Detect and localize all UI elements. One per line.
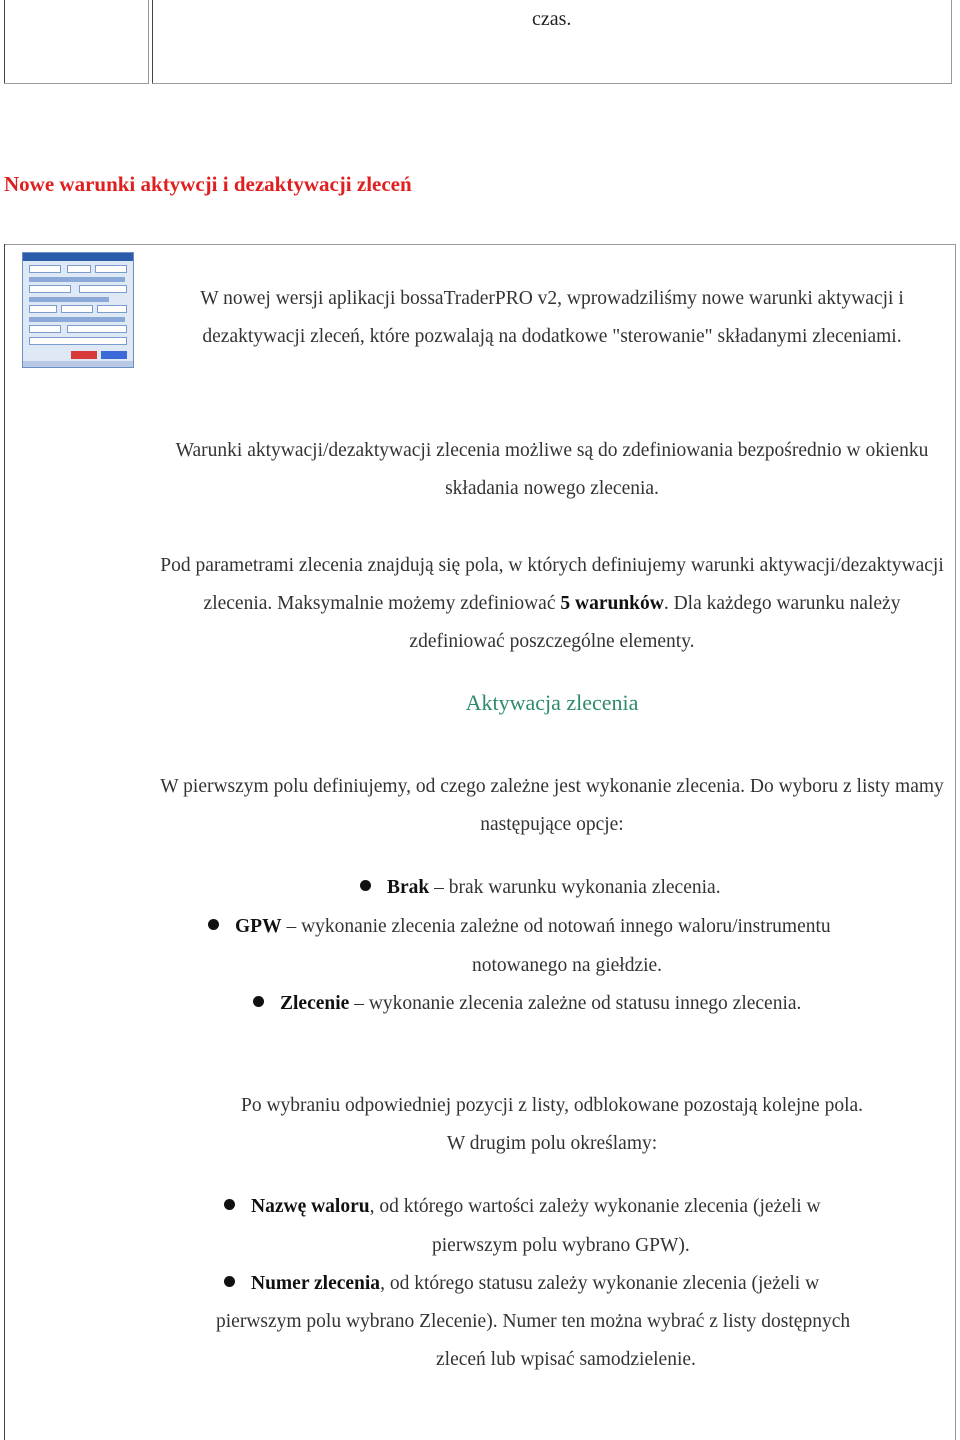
activation-paragraph-1: W pierwszym polu definiujemy, od czego zależne jest wykonanie zlecenia. Do wyboru z listy mamy następujące opcje: xyxy=(160,776,944,835)
activation-paragraph-2: Po wybraniu odpowiedniej pozycji z listy, odblokowane pozostają kolejne pola. xyxy=(240,1095,864,1116)
list-item xyxy=(360,869,721,907)
option-term: Brak xyxy=(387,877,430,898)
option-term: Zlecenie xyxy=(280,993,350,1014)
table-divider xyxy=(148,0,149,84)
thumb-field xyxy=(67,265,91,273)
top-cell-text: czas. xyxy=(532,8,572,30)
bullet-icon xyxy=(224,1276,235,1287)
bullet-icon xyxy=(208,919,219,930)
frame-right-border xyxy=(955,244,956,1440)
list-item xyxy=(224,1265,819,1303)
intro-p3-bold: 5 warunków xyxy=(560,593,664,614)
option-desc: – wykonanie zlecenia zależne od statusu innego zlecenia. xyxy=(349,993,802,1014)
intro-paragraph-2: Warunki aktywacji/dezaktywacji zlecenia możliwe są do zdefiniowania bezpośrednio w okienku składania nowego zlecenia. xyxy=(175,440,929,499)
thumb-row xyxy=(29,277,125,282)
thumb-field xyxy=(95,265,127,273)
thumb-buy-button xyxy=(101,351,127,359)
thumb-sell-button xyxy=(71,351,97,359)
field-desc-continued: zleceń lub wpisać samodzielenie. xyxy=(436,1349,696,1370)
bullet-icon xyxy=(224,1199,235,1210)
field-desc: , od którego wartości zależy wykonanie zlecenia (jeżeli w xyxy=(369,1196,821,1217)
bullet-icon xyxy=(253,996,264,1007)
section-title: Nowe warunki aktywcji i dezaktywacji zleceń xyxy=(4,172,412,196)
table-bottom-right xyxy=(152,83,952,84)
list-item xyxy=(208,908,831,946)
frame-top-border xyxy=(4,244,956,245)
field-desc-continued: pierwszym polu wybrano Zlecenie). Numer ten można wybrać z listy dostępnych xyxy=(216,1311,851,1332)
field-desc-continued: pierwszym polu wybrano GPW). xyxy=(432,1235,690,1256)
field-desc: , od którego statusu zależy wykonanie zlecenia (jeżeli w xyxy=(380,1273,820,1294)
activation-heading: Aktywacja zlecenia xyxy=(465,690,639,715)
list-item xyxy=(224,1188,821,1226)
activation-paragraph-3: W drugim polu określamy: xyxy=(446,1133,658,1154)
intro-paragraph-1: W nowej wersji aplikacji bossaTraderPRO v2, wprowadziliśmy nowe warunki aktywacji i dezaktywacji zleceń, które pozwalają na dodatkowe "sterowanie" składanymi zleceniami. xyxy=(200,288,904,347)
intro-p3-text-end: . Dla każdego warunku należy zdefiniować poszczególne elementy. xyxy=(409,593,901,652)
top-table xyxy=(4,0,956,84)
thumb-field xyxy=(29,325,61,333)
table-divider-dark xyxy=(152,0,153,84)
option-desc: – wykonanie zlecenia zależne od notowań innego waloru/instrumentu xyxy=(281,916,831,937)
table-bottom-left xyxy=(4,83,148,84)
frame-left-border xyxy=(4,244,5,1440)
order-window-thumbnail xyxy=(22,252,134,368)
thumb-field xyxy=(29,285,71,293)
thumb-field xyxy=(29,337,127,345)
thumb-field xyxy=(67,325,127,333)
table-border-right xyxy=(951,0,952,84)
option-desc-continued: notowanego na giełdzie. xyxy=(472,955,663,976)
thumb-row xyxy=(29,297,109,302)
option-desc: – brak warunku wykonania zlecenia. xyxy=(429,877,721,898)
bullet-icon xyxy=(360,880,371,891)
intro-p3-text: Pod parametrami zlecenia znajdują się pola, w których definiujemy warunki aktywacji/dezaktywacji zlecenia. Maksymalnie możemy zdefiniować xyxy=(160,555,944,614)
option-term: GPW xyxy=(235,916,282,937)
list-item xyxy=(253,985,801,1023)
thumb-field xyxy=(79,285,127,293)
thumb-field xyxy=(29,305,57,313)
thumb-field xyxy=(97,305,127,313)
thumb-row xyxy=(29,317,125,322)
thumb-field xyxy=(29,265,61,273)
thumb-statusbar xyxy=(23,361,134,367)
table-border-left xyxy=(4,0,5,84)
field-term: Nazwę waloru xyxy=(251,1196,370,1217)
thumb-titlebar xyxy=(23,253,134,261)
thumb-field xyxy=(61,305,93,313)
field-term: Numer zlecenia xyxy=(251,1273,381,1294)
intro-paragraph-3 xyxy=(160,547,944,661)
